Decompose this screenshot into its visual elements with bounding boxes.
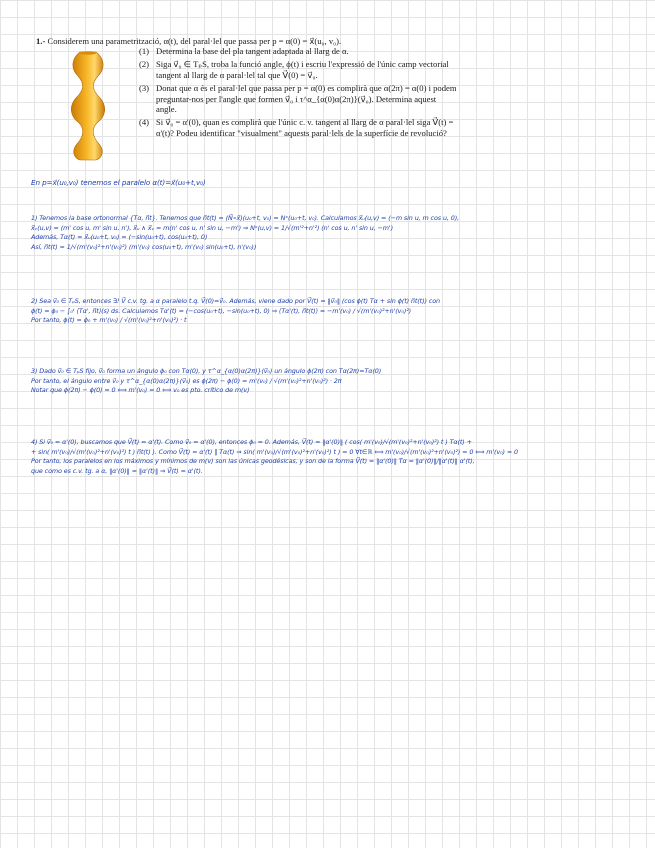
handwritten-line: Por tanto, los paralelos en los máximos y mínimos de m(v) son las únicas geodésicas, y son de la forma V⃗(t) = ‖α'(0)‖ Tα = ‖α'(0)‖/‖α'(t)‖ α'(t), — [31, 457, 475, 466]
item-text: Determina la base del pla tangent adaptada al llarg de α. — [156, 46, 349, 56]
problem-intro — [36, 36, 456, 46]
problem-intro-text: Considerem una parametrització, α(t), del paral·lel que passa per p = α(0) = x⃗(u₀, v₀). — [47, 36, 342, 46]
item-label: (1) — [139, 46, 150, 56]
handwritten-line: En p=x⃗(u₀,v₀) tenemos el paralelo α(t)=x⃗(u₀+t,v₀) — [31, 178, 206, 187]
problem-item-2 — [139, 59, 459, 80]
problem-number: 1.- — [36, 36, 46, 46]
handwritten-line: Notar que ϕ(2π) − ϕ(0) = 0 ⟺ m'(v₀) = 0 ⟺ v₀ es pto. crítico de m(v) — [31, 386, 250, 395]
handwritten-line: Además, Tα(t) = x⃗ᵤ(u₀+t, v₀) = (−sin(u₀+t), cos(u₀+t), 0) — [31, 233, 208, 242]
handwritten-line: 2) Sea v⃗₀ ∈ TₚS, entonces ∃! V⃗ c.v. tg. a α paralelo t.q. V⃗(0)=v⃗₀. Además, viene dado por V⃗(t) = ‖v⃗₀‖ (cos ϕ(t) Tα + sin ϕ(t) n⃗t(t)) con — [31, 297, 440, 305]
item-label: (4) — [139, 117, 150, 128]
solution-intro — [31, 178, 631, 188]
solution-part-1 — [31, 214, 631, 252]
item-label: (3) — [139, 83, 150, 94]
problem-item-3 — [139, 83, 459, 114]
handwritten-line: + sin( m'(v₀)/√(m'(v₀)²+n'(v₀)²) t ) n⃗t(t) ). Como V⃗(t) = α'(t) ∥ Tα(t) ⇒ sin( m'(v₀)/√(m'(v₀)²+n'(v₀)²) t ) = 0 ∀t∈ℝ ⟺ m'(v₀)/√(m'(v₀)²+n'(v₀)²) = 0 ⟺ m'(v₀) = 0 — [31, 447, 519, 456]
surface-of-revolution-icon — [66, 50, 110, 162]
problem-item-4 — [139, 117, 459, 138]
handwritten-line: Así, n⃗t(t) = 1/√(m'(v₀)²+n'(v₀)²) (m'(v₀) cos(u₀+t), m'(v₀) sin(u₀+t), n'(v₀)) — [31, 242, 257, 251]
handwritten-line: 3) Dado v⃗₀ ∈ TₚS fijo, v⃗₀ forma un ángulo ϕ₀ con Tα(0), y τ^α_{α(0)α(2π)}(v⃗₀) un ángulo ϕ(2π) con Tα(2π)=Tα(0) — [31, 367, 382, 375]
item-text: Si v⃗₀ = α'(0), quan es complirà que l'únic c. v. tangent al llarg de α paral·lel siga V⃗(t) = α'(t)? Podeu identificar "visualment" aquests paral·lels de la superfície de revolució? — [156, 117, 454, 138]
solution-part-2 — [31, 297, 631, 326]
handwritten-line: x⃗ᵥ(u,v) = (m' cos u, m' sin u, n'), x⃗ᵤ ∧ x⃗ᵥ = m(n' cos u, n' sin u, −m') ⇒ Nˣ(u,v) = 1/√(m'²+n'²) (n' cos u, n' sin u, −m') — [31, 223, 393, 232]
problem-item-1 — [139, 46, 459, 56]
solution-part-3 — [31, 367, 631, 396]
handwritten-line: Por tanto, el ángulo entre v⃗₀ y τ^α_{α(0)α(2π)}(v⃗₀) es ϕ(2π) − ϕ(0) = m'(v₀) / √(m'(v₀)²+n'(v₀)²) · 2π — [31, 376, 342, 385]
problem-items — [139, 46, 459, 141]
item-label: (2) — [139, 59, 150, 70]
item-text: Donat que α és el paral·lel que passa per p = α(0) es complirà que α(2π) = α(0) i podem preguntar-nos per l'angle que formen v⃗₀ i τ^α_{α(0)α(2π)}(v⃗₀). Determina aquest angle. — [156, 83, 457, 115]
solution-part-4 — [31, 438, 631, 476]
handwritten-line: 4) Si v⃗₀ = α'(0), buscamos que V⃗(t) = α'(t). Como v⃗₀ = α'(0), entonces ϕ₀ = 0. Además, V⃗(t) = ‖α'(0)‖ ( cos( m'(v₀)/√(m'(v₀)²+n'(v₀)²) t ) Tα(t) + — [31, 438, 472, 446]
handwritten-line: ϕ(t) = ϕ₀ − ∫₀ᵗ ⟨Tα', n⃗t⟩(s) ds. Calculamos Tα'(t) = (−cos(u₀+t), −sin(u₀+t), 0) ⇒ ⟨Tα'(t), n⃗t(t)⟩ = −m'(v₀) / √(m'(v₀)²+n'(v₀)²) — [31, 306, 412, 315]
handwritten-line: que como es c.v. tg. a α, ‖α'(0)‖ = ‖α'(t)‖ ⇒ V⃗(t) = α'(t). — [31, 466, 203, 475]
handwritten-line: Por tanto, ϕ(t) = ϕ₀ + m'(v₀) / √(m'(v₀)²+n'(v₀)²) · t — [31, 316, 187, 325]
item-text: Siga v⃗₀ ∈ TₚS, troba la funció angle, ϕ(t) i escriu l'expressió de l'únic camp vectorial tangent al llarg de α paral·lel tal que V⃗(0) = v⃗₀. — [156, 59, 449, 80]
handwritten-line: 1) Tenemos la base ortonormal {Tα, n⃗t}. Tenemos que n⃗t(t) = (N⃗∘x⃗)(u₀+t, v₀) = Nˣ(u₀+t, v₀). Calculamos x⃗ᵤ(u,v) = (−m sin u, m cos u, 0), — [31, 214, 460, 222]
